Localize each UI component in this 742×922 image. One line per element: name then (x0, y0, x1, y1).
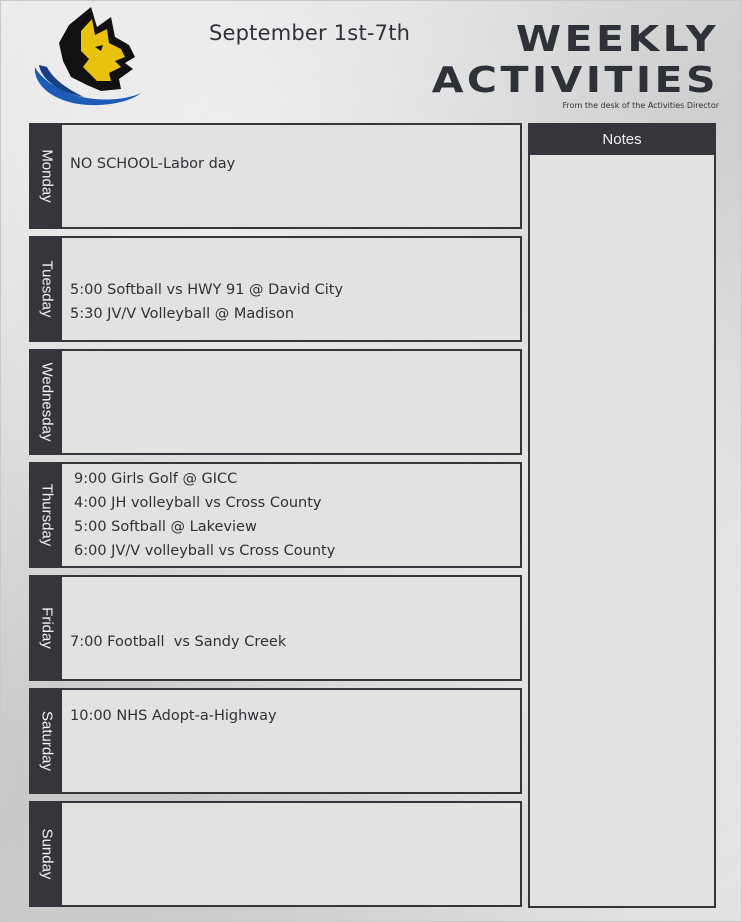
day-label: Saturday (38, 710, 55, 772)
day-events (70, 351, 514, 453)
title-activities: ACTIVITIES (431, 60, 719, 101)
day-events (70, 690, 514, 792)
day-events (70, 803, 514, 905)
day-label: Wednesday (38, 362, 55, 442)
day-events (74, 464, 514, 566)
day-tab (31, 464, 62, 566)
title-weekly: WEEKLY (515, 19, 719, 60)
day-label: Friday (38, 607, 55, 649)
day-label: Thursday (38, 483, 55, 547)
day-events (70, 238, 514, 340)
day-events (70, 125, 514, 227)
husky-logo (29, 7, 149, 111)
day-row-tuesday (29, 236, 522, 342)
event-item: 10:00 NHS Adopt-a-Highway (70, 708, 277, 724)
day-tab (31, 803, 62, 905)
day-row-sunday (29, 801, 522, 907)
day-label: Monday (38, 149, 55, 203)
day-label: Tuesday (38, 260, 55, 318)
day-row-wednesday (29, 349, 522, 455)
event-item: NO SCHOOL-Labor day (70, 156, 236, 172)
title-block (431, 19, 719, 110)
event-item: 9:00 Girls Golf @ GICC (74, 471, 238, 487)
notes-panel (528, 123, 716, 908)
husky-head-icon (29, 7, 149, 111)
day-row-monday (29, 123, 522, 229)
event-item: 5:30 JV/V Volleyball @ Madison (70, 306, 295, 322)
event-item: 5:00 Softball @ Lakeview (74, 519, 257, 535)
event-item: 4:00 JH volleyball vs Cross County (74, 495, 322, 511)
day-tab (31, 125, 62, 227)
event-item: 6:00 JV/V volleyball vs Cross County (74, 543, 336, 559)
day-tab (31, 238, 62, 340)
day-tab (31, 351, 62, 453)
day-row-friday (29, 575, 522, 681)
day-tab (31, 577, 62, 679)
day-label: Sunday (38, 828, 55, 880)
date-range: September 1st-7th (209, 21, 411, 45)
event-item: 5:00 Softball vs HWY 91 @ David City (70, 282, 344, 298)
event-item: 7:00 Football vs Sandy Creek (70, 634, 287, 650)
day-row-thursday (29, 462, 522, 568)
day-row-saturday (29, 688, 522, 794)
day-events (70, 577, 514, 679)
subtitle: From the desk of the Activities Director (562, 101, 719, 110)
day-tab (31, 690, 62, 792)
notes-header: Notes (530, 125, 714, 155)
